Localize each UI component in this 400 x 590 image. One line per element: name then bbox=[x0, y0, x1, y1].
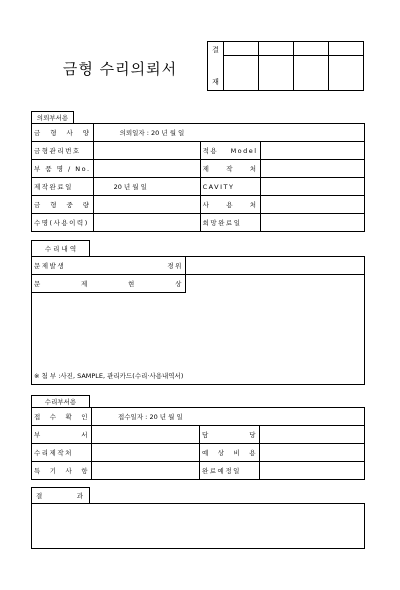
lifespan-field[interactable] bbox=[93, 214, 200, 232]
approval-sign-cell[interactable] bbox=[259, 56, 294, 91]
model-label: 적용 Model bbox=[200, 142, 260, 160]
manager-label: 담 당 bbox=[200, 426, 260, 444]
model-field[interactable] bbox=[260, 142, 364, 160]
part-name-label: 부 품 명 / No. bbox=[32, 160, 94, 178]
repair-details-label: 수 리 내 역 bbox=[31, 240, 90, 257]
maker-field[interactable] bbox=[260, 160, 364, 178]
request-date-field[interactable]: 의뢰일자 : 20 년 월 일 bbox=[93, 124, 364, 142]
completion-date-field[interactable]: 20 년 월 일 bbox=[93, 178, 200, 196]
manager-field[interactable] bbox=[260, 426, 365, 444]
maker-label: 제 작 처 bbox=[200, 160, 260, 178]
mold-weight-field[interactable] bbox=[93, 196, 200, 214]
expected-completion-label: 완료예정일 bbox=[200, 462, 260, 480]
desired-completion-label: 희망완료일 bbox=[200, 214, 260, 232]
problem-description-area[interactable] bbox=[185, 275, 364, 385]
receipt-label: 접 수 확 인 bbox=[32, 408, 92, 426]
estimated-cost-label: 예 상 비 용 bbox=[200, 444, 260, 462]
repair-maker-label: 수리제작처 bbox=[32, 444, 92, 462]
repair-table bbox=[31, 407, 365, 480]
mold-weight-label: 금 형 중 량 bbox=[32, 196, 94, 214]
approval-table bbox=[207, 41, 364, 91]
department-field[interactable] bbox=[92, 426, 200, 444]
repair-maker-field[interactable] bbox=[92, 444, 200, 462]
user-label: 사 용 처 bbox=[200, 196, 260, 214]
estimated-cost-field[interactable] bbox=[260, 444, 365, 462]
result-area[interactable] bbox=[31, 503, 365, 549]
document-title: 금형 수리의뢰서 bbox=[62, 60, 178, 78]
request-table bbox=[31, 123, 365, 232]
receipt-date-field[interactable]: 접수일자 : 20 년 월 일 bbox=[92, 408, 365, 426]
approval-sign-cell[interactable] bbox=[329, 56, 364, 91]
approval-cell[interactable] bbox=[294, 42, 329, 56]
repair-section-label: 수리부서용 bbox=[31, 395, 90, 408]
approval-label: 결 재 bbox=[208, 42, 224, 91]
cavity-label: CAVITY bbox=[200, 178, 260, 196]
completion-date-label: 제작완료일 bbox=[32, 178, 94, 196]
lifespan-label: 수명(사용이력) bbox=[32, 214, 94, 232]
occurrence-label: 문제발생 경위 bbox=[32, 257, 186, 275]
remarks-field[interactable] bbox=[92, 462, 200, 480]
desired-completion-field[interactable] bbox=[260, 214, 364, 232]
mold-spec-label: 금 형 사 양 bbox=[32, 124, 94, 142]
approval-cell[interactable] bbox=[259, 42, 294, 56]
problem-status-label: 문 제 현 상 bbox=[32, 275, 186, 293]
remarks-label: 특 기 사 항 bbox=[32, 462, 92, 480]
approval-cell[interactable] bbox=[224, 42, 259, 56]
approval-cell[interactable] bbox=[329, 42, 364, 56]
approval-sign-cell[interactable] bbox=[294, 56, 329, 91]
attachment-note: ※ 첨 부 :사진, SAMPLE, 관리카드(수리·사용내역서) bbox=[34, 372, 184, 380]
approval-sign-cell[interactable] bbox=[224, 56, 259, 91]
user-field[interactable] bbox=[260, 196, 364, 214]
department-label: 부 서 bbox=[32, 426, 92, 444]
problem-table bbox=[31, 256, 365, 385]
part-name-field[interactable] bbox=[93, 160, 200, 178]
request-section-label: 의뢰부서용 bbox=[31, 111, 74, 124]
mold-number-label: 금형관리번호 bbox=[32, 142, 94, 160]
expected-completion-field[interactable] bbox=[260, 462, 365, 480]
result-label: 결 과 bbox=[31, 487, 90, 504]
occurrence-field[interactable] bbox=[185, 257, 364, 275]
attachment-cell bbox=[32, 293, 186, 385]
mold-number-field[interactable] bbox=[93, 142, 200, 160]
cavity-field[interactable] bbox=[260, 178, 364, 196]
